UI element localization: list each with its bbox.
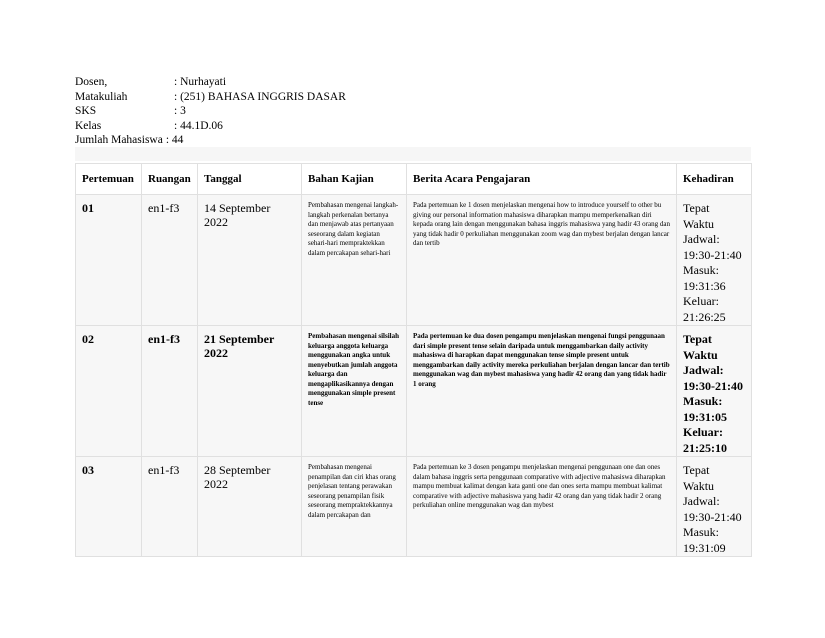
col-header-berita-acara: Berita Acara Pengajaran [407,164,677,195]
kehadiran-line: Jadwal: [683,363,724,377]
pertemuan-cell: 03 [76,457,142,557]
kelas-row [75,119,346,134]
kehadiran-line: 19:31:36 [683,278,726,293]
kehadiran-line: Waktu [683,478,715,493]
pertemuan-cell: 01 [76,195,142,326]
bahan-kajian-cell: Pembahasan mengenai penampilan dan ciri khas orang penjelasan tentang perawakan seseorang penampilan fisik seseorang mempraktekkannya dalam percakapan dan [302,457,407,557]
berita-acara-cell: Pada pertemuan ke 1 dosen menjelaskan mengenai how to introduce yourself to other bu giving our personal information mahasiswa diharapkan mampu memperkenalkan diri kepada orang lain dengan menggunakan bahasa inggris mahasiswa yang hadir 43 orang dan yang tidak hadir 0 perkuliahan menggunakan zoom wag dan mybest berjalan dengan lancar dan tertib [407,195,677,326]
sks-label: SKS [75,105,97,117]
col-header-ruangan: Ruangan [142,164,198,195]
tanggal-cell: 21 September 2022 [198,326,302,457]
tanggal-cell: 28 September 2022 [198,457,302,557]
kehadiran-line: Keluar: [683,294,719,308]
kehadiran-line: 19:30-21:40 [683,509,742,524]
col-header-bahan-kajian: Bahan Kajian [302,164,407,195]
attendance-table [75,163,752,557]
kehadiran-cell [677,195,752,326]
ruangan-cell: en1-f3 [142,326,198,457]
kehadiran-line: 21:25:10 [683,440,727,455]
matakuliah-value: : (251) BAHASA INGGRIS DASAR [174,90,346,103]
ruangan-cell: en1-f3 [142,457,198,557]
course-info [75,75,346,148]
sks-value: : 3 [174,105,186,117]
kehadiran-cell [677,326,752,457]
table-row [76,195,752,326]
ruangan-cell: en1-f3 [142,195,198,326]
sks-row [75,104,346,119]
kehadiran-line: 19:31:09 [683,540,726,555]
kehadiran-line: 19:30-21:40 [683,378,743,393]
col-header-kehadiran: Kehadiran [677,164,752,195]
matakuliah-label: Matakuliah [75,90,128,103]
matakuliah-row [75,90,346,105]
kehadiran-line: Masuk: [683,263,719,277]
dosen-row [75,75,346,90]
dosen-label: Dosen, [75,76,108,88]
kehadiran-line: Tepat [683,463,710,477]
kehadiran-line: Tepat [683,332,712,346]
kelas-value: : 44.1D.06 [174,119,223,132]
kehadiran-line: Tepat [683,201,710,215]
kelas-label: Kelas [75,119,102,132]
jumlah-value: : 44 [165,134,184,146]
kehadiran-line: Waktu [683,216,715,231]
kehadiran-line: 19:31:05 [683,409,727,424]
dosen-value: : Nurhayati [174,76,227,88]
bahan-kajian-cell: Pembahasan mengenai silsilah keluarga anggota keluarga menggunakan angka untuk menyebutkan jumlah anggota keluarga dan mengaplikasikannya dengan menggunakan simple present tense [302,326,407,457]
table-row [76,326,752,457]
pertemuan-cell: 02 [76,326,142,457]
table-header-row [76,164,752,195]
kehadiran-line: Jadwal: [683,232,720,246]
col-header-tanggal: Tanggal [198,164,302,195]
kehadiran-line: Jadwal: [683,494,720,508]
berita-acara-cell: Pada pertemuan ke dua dosen pengampu menjelaskan mengenai fungsi penggunaan dari simple present tense selain daripada untuk menggambarkan daily activity mahasiswa di harapkan dapat menggunakan tense simple present untuk menggambarkan daily activity mereka perkuliahan berjalan dengan lancar dan tertib menggunakan wag dan mybest mahasiswa yang hadir 42 orang dan yang tidak hadir 1 orang [407,326,677,457]
kehadiran-cell [677,457,752,557]
kehadiran-line: Waktu [683,347,718,362]
jumlah-row [75,133,346,148]
table-row [76,457,752,557]
tanggal-cell: 14 September 2022 [198,195,302,326]
berita-acara-cell: Pada pertemuan ke 3 dosen pengampu menjelaskan mengenai penggunaan one dan ones dalam bahasa inggris serta penggunaan comparative with adjective mahasiswa diharapkan mampu membuat kalimat dengan kata ganti one dan ones serta mampu membuat kalimat comparative with adjective mahasiswa yang hadir 42 orang dan yang tidak hadir 2 orang perkuliahan online menggunakan wag dan mybest [407,457,677,557]
kehadiran-line: 21:26:25 [683,309,726,324]
jumlah-label: Jumlah Mahasiswa [75,134,163,146]
col-header-pertemuan: Pertemuan [76,164,142,195]
kehadiran-line: Masuk: [683,394,723,408]
kehadiran-line: Masuk: [683,525,719,539]
kehadiran-line: Keluar: [683,425,723,439]
bahan-kajian-cell: Pembahasan mengenai langkah-langkah perkenalan bertanya dan menjawab atas pertanyaan seseorang dalam kegiatan sehari-hari mempraktekkan dalam percakapan sehari-hari [302,195,407,326]
divider-band [75,147,751,161]
kehadiran-line: 19:30-21:40 [683,247,742,262]
